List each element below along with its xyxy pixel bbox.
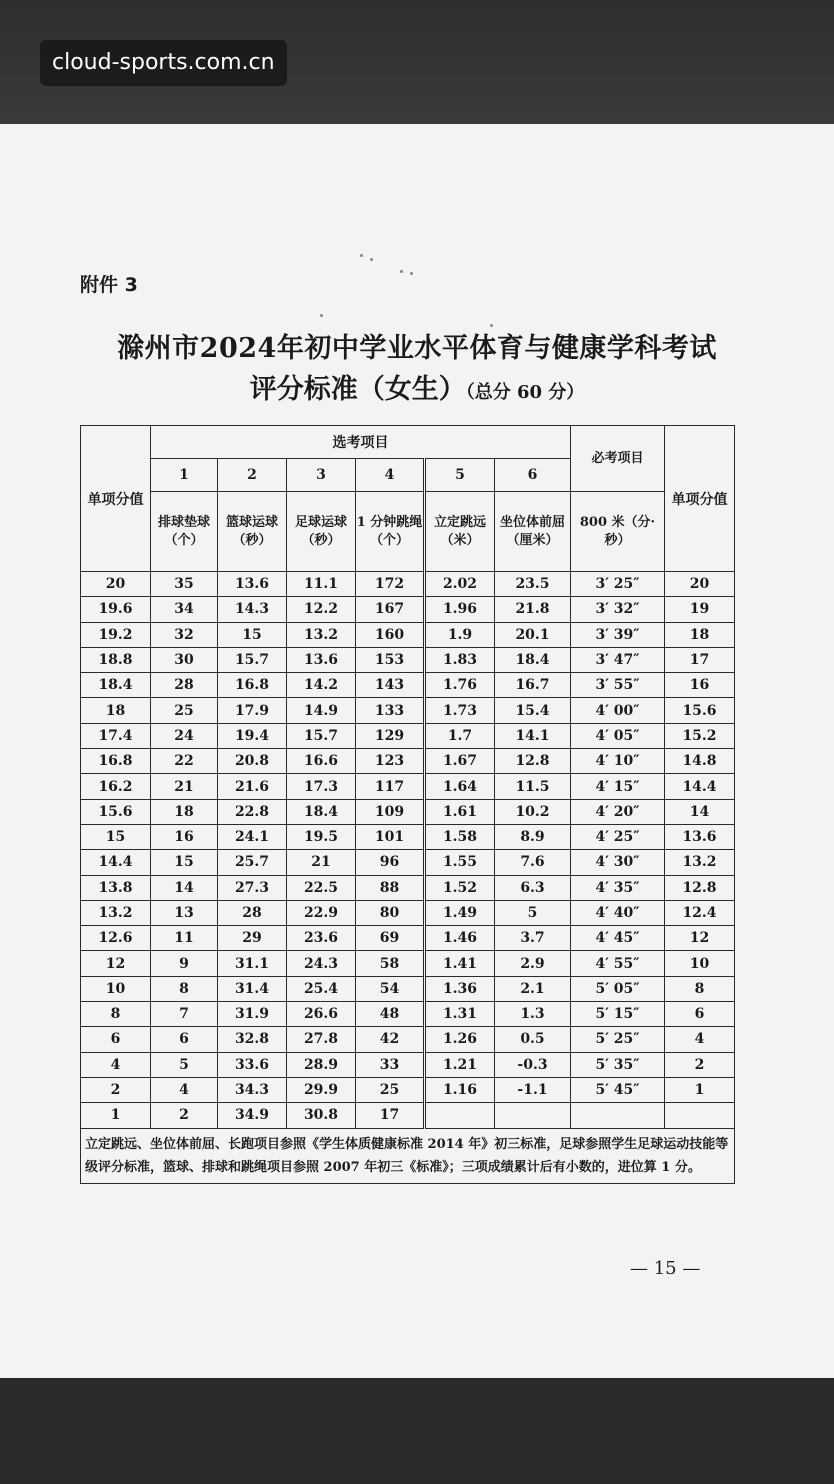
table-cell [425,1103,495,1128]
table-row [81,799,735,824]
table-cell: 22.9 [287,900,356,925]
table-cell: 25 [356,1077,425,1102]
table-cell: 1 [81,1103,151,1128]
table-row [81,1002,735,1027]
table-cell: 1.49 [425,900,495,925]
table-cell: 5 [151,1052,218,1077]
table-cell: 129 [356,723,425,748]
table-cell: 48 [356,1002,425,1027]
table-cell: 3′ 39″ [571,622,665,647]
table-cell: 1.46 [425,926,495,951]
table-cell: 22 [151,749,218,774]
table-cell: 4′ 05″ [571,723,665,748]
header-number: 4 [356,459,425,492]
table-row [81,1027,735,1052]
table-cell: 12 [665,926,735,951]
table-cell: 19.2 [81,622,151,647]
table-cell: 28 [218,900,287,925]
table-cell: 34.9 [218,1103,287,1128]
table-cell: 16.6 [287,749,356,774]
table-row [81,1077,735,1102]
table-cell: 1.52 [425,875,495,900]
table-row [81,824,735,849]
table-cell: 9 [151,951,218,976]
table-cell: 1.31 [425,1002,495,1027]
table-cell: 58 [356,951,425,976]
table-cell [665,1103,735,1128]
table-cell: 8 [81,1002,151,1027]
table-cell: 28 [151,673,218,698]
table-cell: 4′ 40″ [571,900,665,925]
table-note: 立定跳远、坐位体前屈、长跑项目参照《学生体质健康标准 2014 年》初三标准，足球参照学生足球运动技能等级评分标准，篮球、排球和跳绳项目参照 2007 年初三《标准》；三项成绩累计后有小数的，进位算 1 分。 [81,1128,735,1183]
table-cell: 3.7 [495,926,571,951]
table-cell: 133 [356,698,425,723]
table-cell: 16 [665,673,735,698]
table-cell: 69 [356,926,425,951]
table-cell: 2 [151,1103,218,1128]
table-row [81,698,735,723]
table-cell: 2 [665,1052,735,1077]
header-number: 3 [287,459,356,492]
table-cell: 2 [81,1077,151,1102]
table-cell: 2.9 [495,951,571,976]
table-cell: 167 [356,597,425,622]
table-cell: 5 [495,900,571,925]
table-cell: 15.7 [287,723,356,748]
header-item-jump-rope: 1 分钟跳绳（个） [356,492,425,572]
table-row [81,875,735,900]
table-cell: 4′ 10″ [571,749,665,774]
table-cell: 10 [665,951,735,976]
table-cell: 14.4 [81,850,151,875]
header-item-volleyball: 排球垫球（个） [151,492,218,572]
table-cell: 15 [81,824,151,849]
table-cell: 13 [151,900,218,925]
table-cell: 4 [665,1027,735,1052]
table-cell: 25.7 [218,850,287,875]
table-cell: 1.61 [425,799,495,824]
table-cell: 27.8 [287,1027,356,1052]
scan-specks [300,184,540,274]
table-cell: 4 [151,1077,218,1102]
url-label[interactable]: cloud-sports.com.cn [40,40,287,86]
table-cell: 34 [151,597,218,622]
table-cell: 31.4 [218,976,287,1001]
table-cell: 5′ 25″ [571,1027,665,1052]
table-cell: 17.3 [287,774,356,799]
table-cell: 33.6 [218,1052,287,1077]
table-cell: 1.76 [425,673,495,698]
bottom-bar [0,1378,834,1484]
table-cell: 4 [81,1052,151,1077]
table-cell: 16 [151,824,218,849]
header-number: 1 [151,459,218,492]
table-cell: 2.1 [495,976,571,1001]
table-cell: 4′ 15″ [571,774,665,799]
table-cell: 24.3 [287,951,356,976]
header-item-basketball: 篮球运球（秒） [218,492,287,572]
table-cell: 1.55 [425,850,495,875]
table-cell: 25.4 [287,976,356,1001]
table-cell: 1.36 [425,976,495,1001]
table-cell: 13.2 [665,850,735,875]
table-row [81,723,735,748]
table-cell: 88 [356,875,425,900]
table-cell: 34.3 [218,1077,287,1102]
score-table [80,425,735,1184]
table-cell: 13.6 [287,647,356,672]
header-number: 6 [495,459,571,492]
table-cell: 15.6 [665,698,735,723]
table-cell: 18.4 [495,647,571,672]
table-cell: 1.67 [425,749,495,774]
table-cell: 13.2 [287,622,356,647]
header-required-group: 必考项目 [571,426,665,492]
header-optional-group: 选考项目 [151,426,571,459]
table-cell: 19.6 [81,597,151,622]
table-cell: 12.4 [665,900,735,925]
header-score-right: 单项分值 [665,426,735,572]
table-cell: 12.8 [665,875,735,900]
table-cell: 15.7 [218,647,287,672]
table-cell: 27.3 [218,875,287,900]
table-row [81,572,735,597]
table-cell: 29 [218,926,287,951]
table-cell: 3′ 25″ [571,572,665,597]
table-cell: 14 [665,799,735,824]
table-row [81,951,735,976]
table-cell: 15.6 [81,799,151,824]
table-cell: 14.8 [665,749,735,774]
table-cell: 153 [356,647,425,672]
table-row [81,976,735,1001]
table-cell: 13.6 [665,824,735,849]
table-row [81,597,735,622]
table-cell: 16.2 [81,774,151,799]
table-cell: 80 [356,900,425,925]
table-cell: 21 [151,774,218,799]
table-cell: 1.21 [425,1052,495,1077]
table-cell: 2.02 [425,572,495,597]
table-cell: 4′ 35″ [571,875,665,900]
table-cell [571,1103,665,1128]
table-row [81,622,735,647]
table-cell: 1.7 [425,723,495,748]
table-cell: -0.3 [495,1052,571,1077]
table-row [81,673,735,698]
header-item-football: 足球运球（秒） [287,492,356,572]
table-cell: 18 [665,622,735,647]
table-cell: 160 [356,622,425,647]
table-cell: 7 [151,1002,218,1027]
table-cell: 21.8 [495,597,571,622]
table-cell: 17.9 [218,698,287,723]
table-cell: 21.6 [218,774,287,799]
table-cell: 8 [151,976,218,1001]
table-cell: 22.5 [287,875,356,900]
table-cell: 15 [151,850,218,875]
table-cell: 14.2 [287,673,356,698]
table-cell: 6 [665,1002,735,1027]
table-cell: 4′ 25″ [571,824,665,849]
table-row [81,774,735,799]
header-number: 2 [218,459,287,492]
table-cell: 5′ 15″ [571,1002,665,1027]
document-title: 滁州市2024年初中学业水平体育与健康学科考试 [117,333,717,364]
table-cell: 17 [356,1103,425,1128]
table-cell: 19.4 [218,723,287,748]
table-cell: 10.2 [495,799,571,824]
table-cell: 14 [151,875,218,900]
table-cell: 1.41 [425,951,495,976]
table-cell: 7.6 [495,850,571,875]
table-cell: 1.3 [495,1002,571,1027]
table-row [81,900,735,925]
table-cell: 25 [151,698,218,723]
table-cell: 23.5 [495,572,571,597]
header-item-long-jump: 立定跳远（米） [425,492,495,572]
table-cell: 17 [665,647,735,672]
document-page [0,124,834,1378]
header-item-800m: 800 米（分·秒） [571,492,665,572]
table-cell: 117 [356,774,425,799]
table-cell: 29.9 [287,1077,356,1102]
table-cell: 20.1 [495,622,571,647]
table-cell: 13.8 [81,875,151,900]
table-cell: 31.9 [218,1002,287,1027]
table-cell: 18 [151,799,218,824]
table-cell: 1.26 [425,1027,495,1052]
table-cell: 4′ 55″ [571,951,665,976]
table-cell: 23.6 [287,926,356,951]
table-cell: 18.8 [81,647,151,672]
table-row [81,850,735,875]
table-cell: 14.9 [287,698,356,723]
table-cell: 1.73 [425,698,495,723]
table-cell: 16.8 [81,749,151,774]
table-cell: 28.9 [287,1052,356,1077]
table-cell: 14.1 [495,723,571,748]
table-cell: 13.2 [81,900,151,925]
table-row [81,1052,735,1077]
table-cell: 1.96 [425,597,495,622]
table-row [81,926,735,951]
table-row [81,647,735,672]
table-cell: 3′ 47″ [571,647,665,672]
table-cell: 6.3 [495,875,571,900]
table-cell: 4′ 00″ [571,698,665,723]
table-cell: 1.16 [425,1077,495,1102]
table-cell: 6 [151,1027,218,1052]
browser-top-bar [0,0,834,124]
table-cell: 4′ 30″ [571,850,665,875]
table-cell: 21 [287,850,356,875]
header-number: 5 [425,459,495,492]
table-cell: 35 [151,572,218,597]
table-cell: 20 [81,572,151,597]
table-cell: 123 [356,749,425,774]
table-cell: 16.8 [218,673,287,698]
table-cell: 20.8 [218,749,287,774]
table-cell: 12.2 [287,597,356,622]
document-subtitle [0,367,834,406]
table-cell: 32.8 [218,1027,287,1052]
table-cell: 15.4 [495,698,571,723]
table-cell: 3′ 55″ [571,673,665,698]
table-row [81,1103,735,1128]
table-cell: 15.2 [665,723,735,748]
table-cell: 1.64 [425,774,495,799]
table-cell: 109 [356,799,425,824]
table-cell: 12.8 [495,749,571,774]
table-cell: 17.4 [81,723,151,748]
table-cell: 4′ 45″ [571,926,665,951]
table-cell: 19.5 [287,824,356,849]
table-row [81,749,735,774]
table-cell: 20 [665,572,735,597]
table-cell: 24.1 [218,824,287,849]
table-cell: 22.8 [218,799,287,824]
table-cell: 96 [356,850,425,875]
attachment-label: 附件 3 [80,274,138,296]
table-cell: 13.6 [218,572,287,597]
table-cell: 18 [81,698,151,723]
table-cell: 30.8 [287,1103,356,1128]
table-cell: 1.58 [425,824,495,849]
table-cell: 54 [356,976,425,1001]
table-cell: 0.5 [495,1027,571,1052]
table-cell: 14.4 [665,774,735,799]
table-cell: 33 [356,1052,425,1077]
table-cell: 5′ 45″ [571,1077,665,1102]
table-cell: 16.7 [495,673,571,698]
table-cell: 172 [356,572,425,597]
table-cell: 10 [81,976,151,1001]
table-cell: 42 [356,1027,425,1052]
table-cell: 12 [81,951,151,976]
table-cell: 11 [151,926,218,951]
table-cell: -1.1 [495,1077,571,1102]
table-cell: 11.5 [495,774,571,799]
table-cell: 1 [665,1077,735,1102]
table-cell: 14.3 [218,597,287,622]
table-cell: 8.9 [495,824,571,849]
subtitle-main: 评分标准（女生） [249,374,466,405]
table-cell: 18.4 [81,673,151,698]
table-cell: 12.6 [81,926,151,951]
score-table-body [81,572,735,1129]
table-cell: 24 [151,723,218,748]
table-cell: 32 [151,622,218,647]
table-cell: 1.83 [425,647,495,672]
table-cell: 15 [218,622,287,647]
table-cell: 5′ 05″ [571,976,665,1001]
table-cell: 4′ 20″ [571,799,665,824]
table-cell: 143 [356,673,425,698]
table-cell: 1.9 [425,622,495,647]
table-cell: 11.1 [287,572,356,597]
table-cell: 19 [665,597,735,622]
page-number: — 15 — [630,1258,701,1279]
header-score-left: 单项分值 [81,426,151,572]
table-cell [495,1103,571,1128]
table-cell: 6 [81,1027,151,1052]
table-cell: 101 [356,824,425,849]
table-cell: 18.4 [287,799,356,824]
table-cell: 8 [665,976,735,1001]
table-cell: 26.6 [287,1002,356,1027]
table-cell: 3′ 32″ [571,597,665,622]
table-cell: 30 [151,647,218,672]
table-cell: 5′ 35″ [571,1052,665,1077]
header-item-sit-reach: 坐位体前屈（厘米） [495,492,571,572]
subtitle-total: （总分 60 分） [465,382,585,403]
table-cell: 31.1 [218,951,287,976]
